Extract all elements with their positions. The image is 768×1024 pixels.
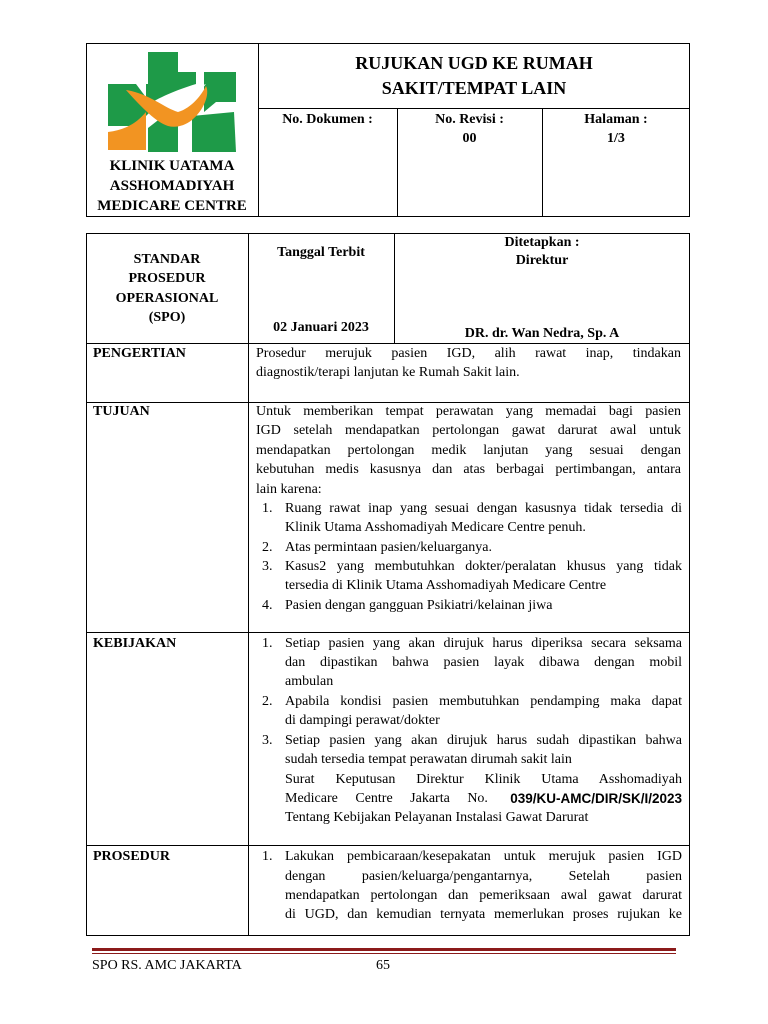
clinic-name-line-2: ASSHOMADIYAH (109, 178, 235, 194)
footer-rule-thick (92, 948, 676, 951)
list-text: Lakukan pembicaraan/kesepakatan untuk merujuk pasien IGD (285, 849, 682, 864)
issue-date: 02 Januari 2023 (273, 320, 369, 335)
tujuan-intro-line-3: mendapatkan pertolongan medik lanjutan yang sesuai dengan (256, 443, 681, 458)
tujuan-intro-line-2: IGD setelah mendapatkan pertolongan gawat darurat awal untuk (256, 423, 681, 438)
decree-line-2-prefix: Medicare Centre Jakarta No. (285, 791, 488, 806)
spo-label-line-2: PROSEDUR (128, 271, 206, 286)
director-name: DR. dr. Wan Nedra, Sp. A (464, 326, 620, 341)
tujuan-intro-line-1: Untuk memberikan tempat perawatan yang memadai bagi pasien (256, 404, 681, 419)
list-number: 2. (262, 540, 273, 555)
spo-label-line-4: (SPO) (148, 310, 186, 325)
page-value: 1/3 (607, 131, 625, 146)
header-title-divider (258, 108, 690, 109)
revision-label: No. Revisi : (435, 112, 504, 127)
row-divider-tujuan (86, 632, 690, 633)
tujuan-intro-line-4: kebutuhan medis kasusnya dan atas berbagai pertimbangan, antara (256, 462, 681, 477)
footer-rule-thin (92, 953, 676, 954)
list-text-continued: dan dipastikan bahwa pasien layak dibawa dengan mobil (285, 655, 682, 670)
logo-right-green (204, 72, 236, 112)
list-number: 1. (262, 849, 273, 864)
pengertian-line-2: diagnostik/terapi lanjutan ke Rumah Sakit lain. (256, 365, 520, 380)
issue-date-label: Tanggal Terbit (277, 245, 365, 260)
list-text-continued: ambulan (285, 674, 334, 689)
spo-label-line-1: STANDAR (133, 252, 201, 267)
row-divider-kebijakan (86, 845, 690, 846)
decree-line-3: Tentang Kebijakan Pelayanan Instalasi Gawat Darurat (285, 810, 589, 825)
list-number: 2. (262, 694, 273, 709)
clinic-logo (106, 50, 238, 154)
decree-number: 039/KU-AMC/DIR/SK/I/2023 (510, 791, 682, 806)
list-number: 1. (262, 501, 273, 516)
pengertian-label: PENGERTIAN (93, 346, 186, 361)
clinic-name-line-1: KLINIK UATAMA (109, 158, 235, 174)
prosedur-label: PROSEDUR (93, 849, 171, 864)
list-text-continued: di UGD, dan kemudian ternyata memerlukan proses rujukan ke (285, 907, 682, 922)
tujuan-label: TUJUAN (93, 404, 150, 419)
doc-number-label: No. Dokumen : (282, 112, 373, 127)
spo-label-line-3: OPERASIONAL (115, 291, 219, 306)
list-text-continued: di dampingi perawat/dokter (285, 713, 440, 728)
footer-document-name: SPO RS. AMC JAKARTA (92, 958, 242, 973)
approved-label-line-2: Direktur (515, 253, 569, 268)
list-text-continued: Klinik Utama Asshomadiyah Medicare Centre penuh. (285, 520, 586, 535)
decree-line-1: Surat Keputusan Direktur Klinik Utama Asshomadiyah (285, 772, 682, 787)
list-text: Kasus2 yang membutuhkan dokter/peralatan khusus yang tidak (285, 559, 682, 574)
kebijakan-label: KEBIJAKAN (93, 636, 177, 651)
list-text: Setiap pasien yang akan dirujuk harus diperiksa secara seksama (285, 636, 682, 651)
document-title-line-1: RUJUKAN UGD KE RUMAH (355, 53, 593, 73)
list-text-continued: dengan pasien/keluarga/pengantarnya, Setelah pasien (285, 869, 682, 884)
list-text-continued: tersedia di Klinik Utama Asshomadiyah Medicare Centre (285, 578, 607, 593)
list-text-continued: sudah tersedia tempat perawatan dirumah sakit lain (285, 752, 572, 767)
list-number: 3. (262, 733, 273, 748)
logo-bottom-right-green (192, 112, 236, 152)
list-number: 1. (262, 636, 273, 651)
tujuan-intro-line-5: lain karena: (256, 482, 322, 497)
clinic-name-line-3: MEDICARE CENTRE (97, 198, 247, 214)
document-title-line-2: SAKIT/TEMPAT LAIN (381, 78, 567, 98)
list-number: 4. (262, 598, 273, 613)
list-number: 3. (262, 559, 273, 574)
revision-value: 00 (462, 131, 477, 146)
list-text-continued: mendapatkan pertolongan dan pemeriksaan awal gawat darurat (285, 888, 682, 903)
decree-line-2 (285, 789, 682, 808)
list-text: Setiap pasien yang akan dirujuk harus sudah dipastikan bahwa (285, 733, 682, 748)
pengertian-line-1: Prosedur merujuk pasien IGD, alih rawat inap, tindakan (256, 346, 681, 361)
spo-left-col-divider (248, 233, 249, 936)
page-label: Halaman : (584, 112, 648, 127)
list-text: Pasien dengan gangguan Psikiatri/kelainan jiwa (285, 598, 553, 613)
list-text: Ruang rawat inap yang sesuai dengan kasusnya tidak tersedia di (285, 501, 682, 516)
list-text: Apabila kondisi pasien membutuhkan pendamping maka dapat (285, 694, 682, 709)
list-text: Atas permintaan pasien/keluarganya. (285, 540, 492, 555)
approved-label-line-1: Ditetapkan : (504, 235, 580, 250)
footer-page-number: 65 (376, 958, 390, 973)
